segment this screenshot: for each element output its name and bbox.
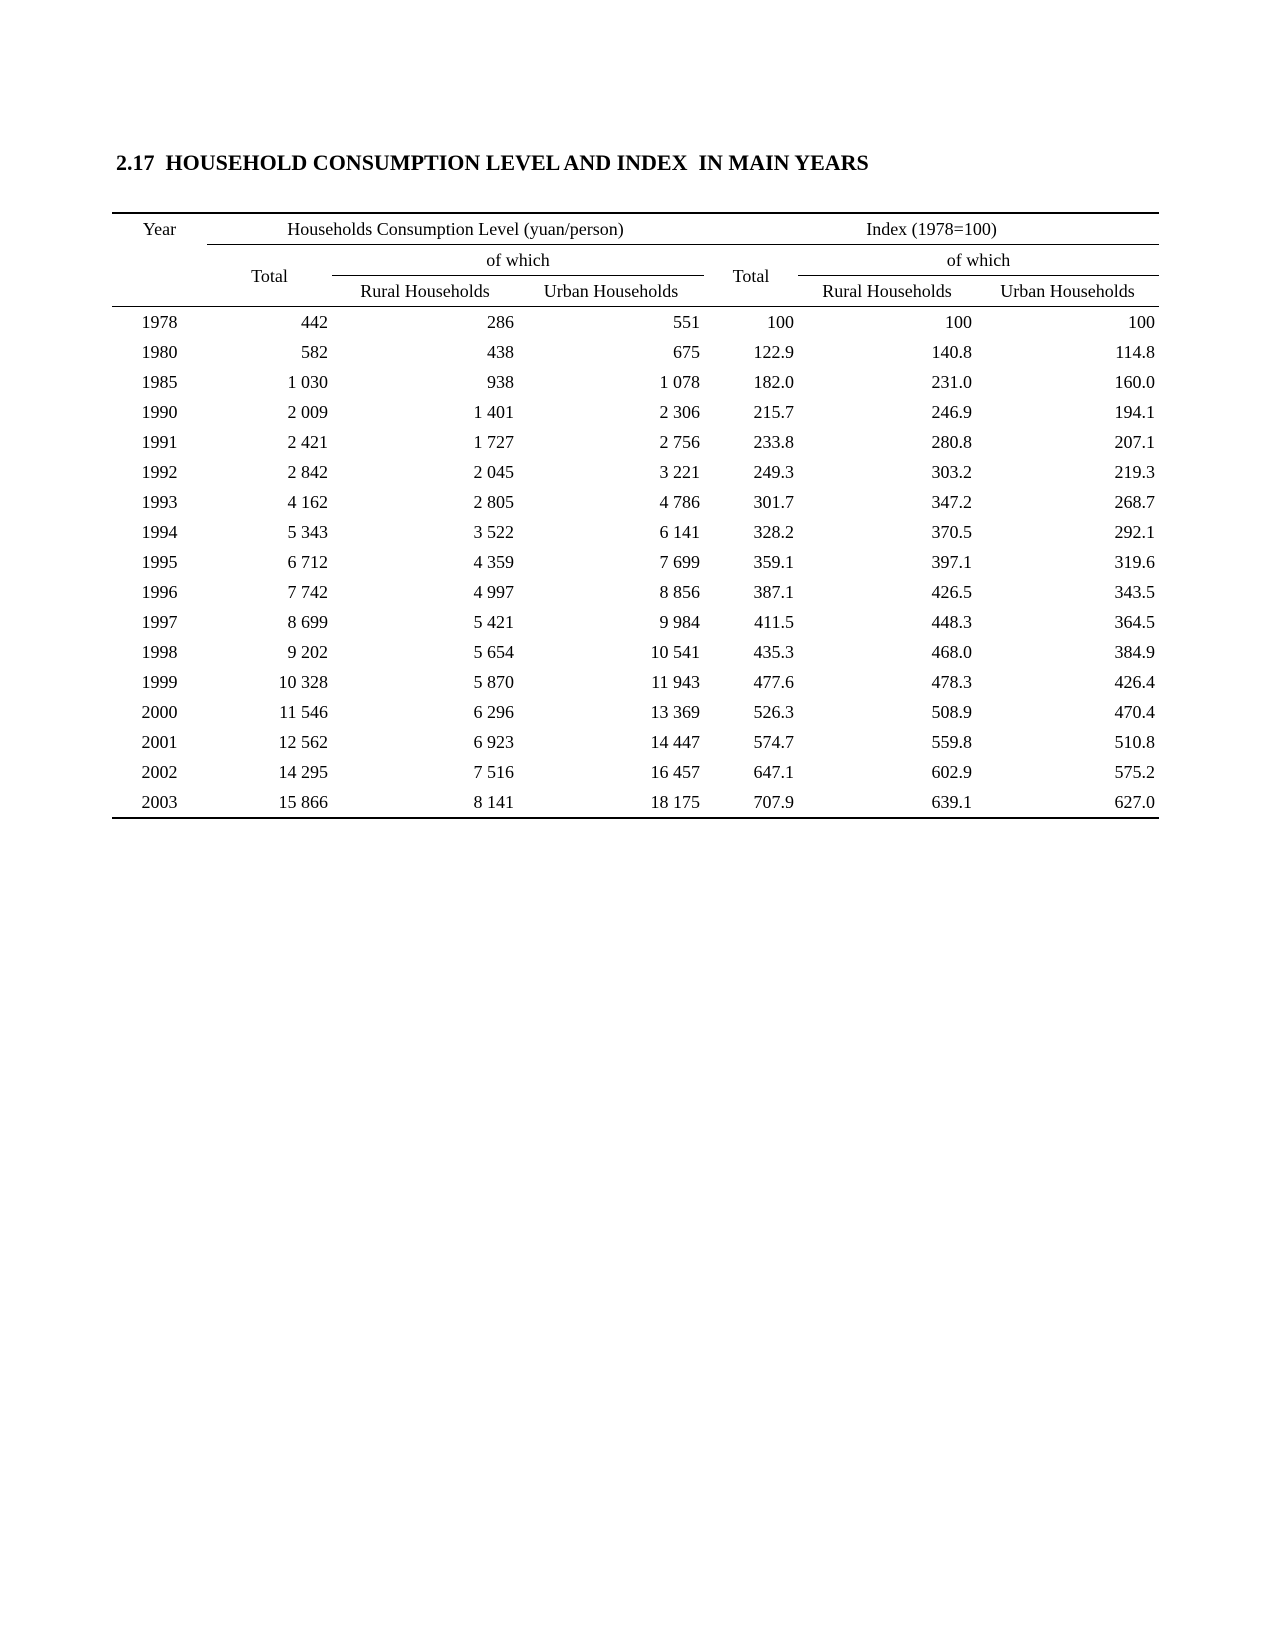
header-index-urban: Urban Households [976,276,1159,307]
table-row [112,307,1159,338]
index-rural-cell: 231.0 [931,372,972,392]
table-row [112,367,1159,397]
year-cell: 1991 [141,432,178,452]
header-level-urban: Urban Households [518,276,704,307]
table-row [112,577,1159,607]
header-level-rural: Rural Households [332,276,518,307]
level-urban-cell: 8 856 [659,582,700,602]
table-row [112,517,1159,547]
level-urban-cell: 4 786 [659,492,700,512]
level-urban-cell: 7 699 [659,552,700,572]
header-level-of-which: of which [332,245,704,276]
level-urban-cell: 6 141 [659,522,700,542]
year-cell: 2001 [141,732,178,752]
index-rural-cell: 639.1 [798,787,976,818]
index-urban-cell: 100 [1128,312,1156,332]
index-urban-cell: 114.8 [1115,342,1156,362]
level-total-cell: 9 202 [287,642,328,662]
index-rural-cell: 280.8 [931,432,972,452]
index-rural-cell: 347.2 [931,492,972,512]
table-row [112,667,1159,697]
level-rural-cell: 4 997 [473,582,514,602]
index-rural-cell: 100 [945,312,972,332]
index-total-cell: 233.8 [753,432,794,452]
level-urban-cell: 13 369 [650,702,700,722]
index-rural-cell: 397.1 [931,552,972,572]
year-cell: 1997 [141,612,178,632]
table-body [112,307,1159,819]
level-rural-cell: 5 421 [473,612,514,632]
year-cell: 1980 [141,342,178,362]
level-rural-cell: 6 296 [473,702,514,722]
level-urban-cell: 11 943 [651,672,700,692]
consumption-table [112,212,1159,819]
index-urban-cell: 470.4 [1114,702,1156,722]
level-rural-cell: 5 870 [473,672,514,692]
header-index-of-which: of which [798,245,1159,276]
table-row [112,457,1159,487]
level-urban-cell: 1 078 [659,372,700,392]
index-total-cell: 526.3 [753,702,794,722]
level-total-cell: 12 562 [278,732,328,752]
year-cell: 1995 [141,552,178,572]
level-urban-cell: 551 [673,312,700,332]
index-rural-cell: 508.9 [931,702,972,722]
level-total-cell: 4 162 [287,492,328,512]
level-rural-cell: 1 401 [473,402,514,422]
year-cell: 1985 [141,372,178,392]
table-row [112,637,1159,667]
index-total-cell: 301.7 [753,492,794,512]
level-rural-cell: 1 727 [473,432,514,452]
level-urban-cell: 9 984 [659,612,700,632]
index-urban-cell: 426.4 [1114,672,1156,692]
level-rural-cell: 938 [487,372,514,392]
index-total-cell: 328.2 [753,522,794,542]
header-year: Year [112,213,207,307]
level-rural-cell: 3 522 [473,522,514,542]
level-total-cell: 2 009 [287,402,328,422]
index-rural-cell: 370.5 [931,522,972,542]
index-rural-cell: 426.5 [931,582,972,602]
level-rural-cell: 438 [487,342,514,362]
level-urban-cell: 16 457 [650,762,700,782]
table-row [112,757,1159,787]
header-index-total: Total [704,245,798,307]
level-total-cell: 10 328 [278,672,328,692]
index-total-cell: 574.7 [753,732,794,752]
level-total-cell: 2 421 [287,432,328,452]
level-urban-cell: 18 175 [518,787,704,818]
year-cell: 1996 [141,582,178,602]
index-total-cell: 249.3 [753,462,794,482]
index-total-cell: 215.7 [753,402,794,422]
header-index-group: Index (1978=100) [704,213,1159,245]
level-total-cell: 15 866 [207,787,332,818]
level-total-cell: 582 [301,342,328,362]
index-urban-cell: 160.0 [1114,372,1156,392]
index-total-cell: 122.9 [753,342,794,362]
index-rural-cell: 303.2 [931,462,972,482]
index-rural-cell: 478.3 [931,672,972,692]
index-rural-cell: 246.9 [931,402,972,422]
index-urban-cell: 343.5 [1114,582,1156,602]
table-row [112,547,1159,577]
level-urban-cell: 675 [673,342,700,362]
year-cell: 1992 [141,462,178,482]
header-level-total: Total [207,245,332,307]
index-urban-cell: 364.5 [1114,612,1156,632]
index-urban-cell: 219.3 [1114,462,1156,482]
level-total-cell: 14 295 [278,762,328,782]
level-total-cell: 11 546 [279,702,328,722]
index-rural-cell: 140.8 [931,342,972,362]
index-rural-cell: 559.8 [931,732,972,752]
level-urban-cell: 14 447 [650,732,700,752]
header-index-rural: Rural Households [798,276,976,307]
index-urban-cell: 194.1 [1114,402,1156,422]
level-rural-cell: 5 654 [473,642,514,662]
index-urban-cell: 384.9 [1114,642,1156,662]
index-urban-cell: 575.2 [1114,762,1156,782]
year-cell: 2003 [112,787,207,818]
level-rural-cell: 4 359 [473,552,514,572]
level-total-cell: 5 343 [287,522,328,542]
year-cell: 1978 [141,312,178,332]
year-cell: 1998 [141,642,178,662]
level-total-cell: 2 842 [287,462,328,482]
index-urban-cell: 207.1 [1114,432,1156,452]
index-total-cell: 477.6 [753,672,794,692]
index-total-cell: 707.9 [704,787,798,818]
level-total-cell: 7 742 [287,582,328,602]
table-row [112,397,1159,427]
level-rural-cell: 7 516 [473,762,514,782]
table-header [112,213,1159,307]
index-urban-cell: 292.1 [1114,522,1156,542]
table-row [112,337,1159,367]
level-urban-cell: 10 541 [650,642,700,662]
level-total-cell: 6 712 [287,552,328,572]
level-rural-cell: 2 805 [473,492,514,512]
level-rural-cell: 8 141 [332,787,518,818]
year-cell: 2002 [141,762,178,782]
level-rural-cell: 6 923 [473,732,514,752]
year-cell: 1990 [141,402,178,422]
level-rural-cell: 286 [487,312,514,332]
year-cell: 2000 [141,702,178,722]
level-rural-cell: 2 045 [473,462,514,482]
index-rural-cell: 602.9 [931,762,972,782]
table-row [112,427,1159,457]
index-rural-cell: 448.3 [931,612,972,632]
year-cell: 1994 [141,522,178,542]
year-cell: 1993 [141,492,178,512]
table-row [112,697,1159,727]
index-urban-cell: 268.7 [1114,492,1156,512]
year-cell: 1999 [141,672,178,692]
header-level-group: Households Consumption Level (yuan/person) [207,213,704,245]
index-urban-cell: 627.0 [976,787,1159,818]
index-urban-cell: 510.8 [1114,732,1156,752]
index-urban-cell: 319.6 [1114,552,1156,572]
level-total-cell: 8 699 [287,612,328,632]
index-rural-cell: 468.0 [931,642,972,662]
index-total-cell: 100 [767,312,794,332]
level-urban-cell: 2 756 [659,432,700,452]
level-total-cell: 1 030 [287,372,328,392]
index-total-cell: 647.1 [753,762,794,782]
table-row [112,607,1159,637]
index-total-cell: 411.5 [754,612,794,632]
level-urban-cell: 3 221 [659,462,700,482]
index-total-cell: 182.0 [753,372,794,392]
table-title: 2.17 HOUSEHOLD CONSUMPTION LEVEL AND INDEX IN MAIN YEARS [116,150,869,175]
index-total-cell: 387.1 [753,582,794,602]
level-urban-cell: 2 306 [659,402,700,422]
table-row [112,487,1159,517]
index-total-cell: 435.3 [753,642,794,662]
index-total-cell: 359.1 [753,552,794,572]
level-total-cell: 442 [301,312,328,332]
table-row [112,787,1159,818]
table-row [112,727,1159,757]
